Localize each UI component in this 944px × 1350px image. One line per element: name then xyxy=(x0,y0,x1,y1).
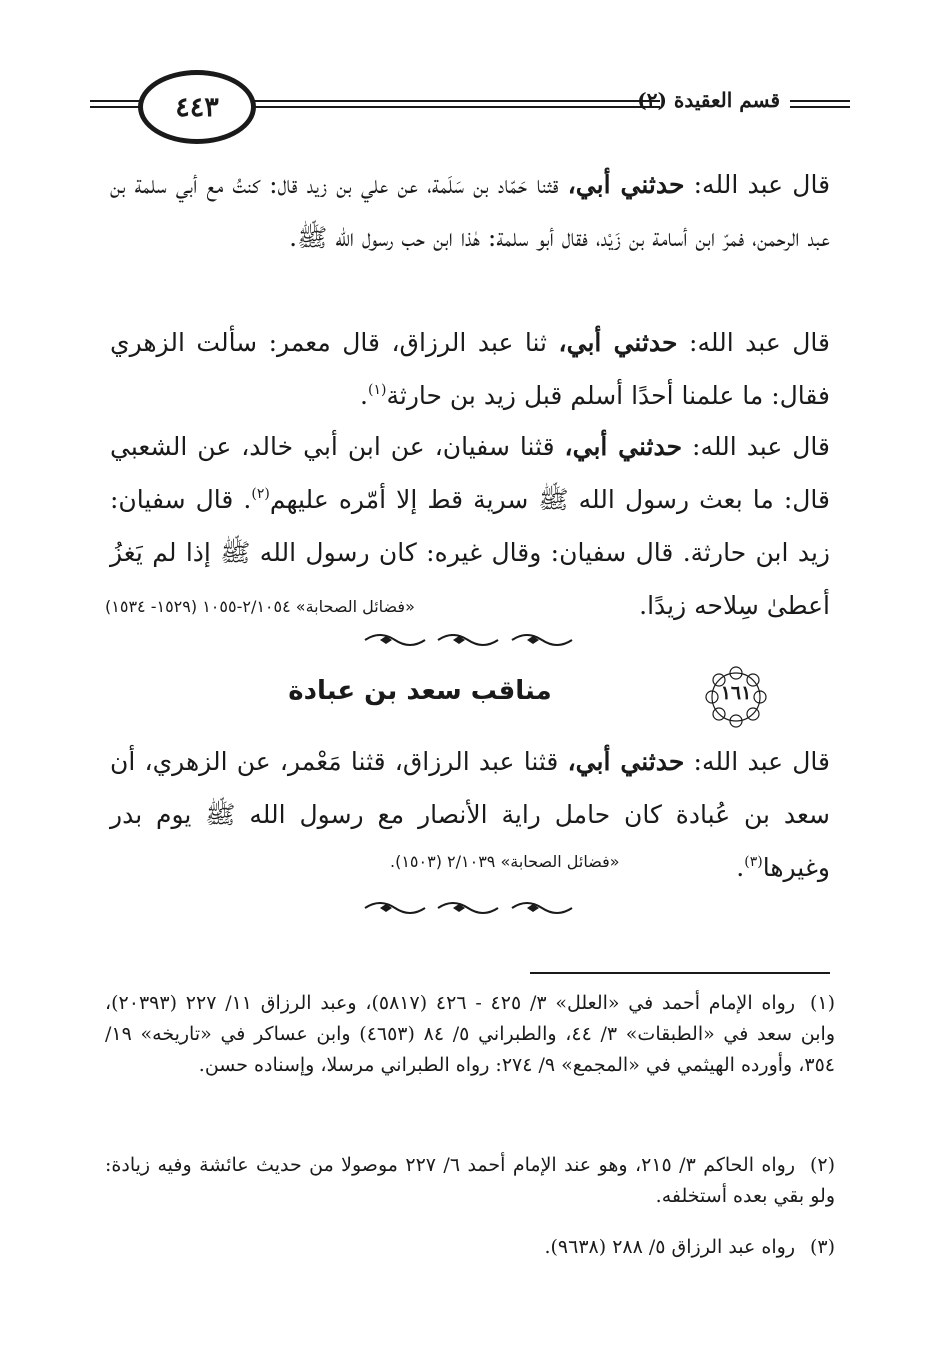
ornament-divider-1 xyxy=(360,630,580,650)
paragraph-text: قثنا سفيان، عن ابن أبي خالد، عن الشعبي قال: ما بعث رسول الله ﷺ سرية قط إلا أمّره عليهم xyxy=(110,432,831,514)
header-rule-right-2 xyxy=(790,106,850,108)
header-rule-left-2 xyxy=(90,106,145,108)
paragraph-bold: حدثني أبي، xyxy=(567,747,685,776)
paragraph-text-continued: . قال سفيان: زيد ابن حارثة. قال سفيان: وقال غيره: كان رسول الله ﷺ إذا لم يَغزُ أعطىٰ سِلاحه زيدًا. xyxy=(110,485,830,620)
footnote-mark: (٣) xyxy=(809,1236,835,1258)
footnote-ref-1: (١) xyxy=(367,382,387,398)
period: . xyxy=(736,853,745,882)
footnote-mark: (١) xyxy=(809,992,835,1014)
paragraph-lead: قال عبد الله: xyxy=(693,747,830,776)
source-reference-1: «فضائل الصحابة» ٢/١٠٥٤-١٠٥٥ (١٥٢٩- ١٥٣٤) xyxy=(105,597,415,616)
footnote-text: رواه الحاكم ٣/ ٢١٥، وهو عند الإمام أحمد ٦/ ٢٢٧ موصولا من حديث عائشة وفيه زيادة: ولو بقي بعده أستخلفه. xyxy=(105,1154,835,1207)
footnote-mark: (٢) xyxy=(809,1154,836,1176)
footnote-2 xyxy=(105,1150,835,1212)
section-number: ١٦١ xyxy=(720,682,752,704)
paragraph-2 xyxy=(110,316,830,422)
footnote-3 xyxy=(105,1232,835,1263)
paragraph-lead: قال عبد الله: xyxy=(693,170,831,199)
ornament-divider-2 xyxy=(360,898,580,918)
paragraph-text: قثنا عبد الرزاق، قثنا مَعْمر، عن الزهري، أن سعد بن عُبادة كان حامل راية الأنصار مع رسول الله ﷺ يوم بدر وغيرها xyxy=(110,747,830,882)
paragraph-text: ثنا عبد الرزاق، قال معمر: سألت الزهري فقال: ما علمنا أحدًا أسلم قبل زيد بن حارثة xyxy=(110,328,830,410)
footnote-text: رواه الإمام أحمد في «العلل» ٣/ ٤٢٥ - ٤٢٦ (٥٨١٧)، وعبد الرزاق ١١/ ٢٢٧ (٢٠٣٩٣)، وابن سعد في «الطبقات» ٣/ ٤٤، والطبراني ٥/ ٨٤ (٤٦٥٣) وابن عساكر في «تاريخه» ١٩/ ٣٥٤، وأورده الهيثمي في «المجمع» ٩/ ٢٧٤: رواه الطبراني مرسلا، وإسناده حسن. xyxy=(105,992,835,1076)
paragraph-bold: حدثني أبي، xyxy=(564,432,683,461)
footnote-ref-3: (٣) xyxy=(744,854,763,870)
page-number-text: ٤٤٣ xyxy=(175,91,219,123)
paragraph-1 xyxy=(110,158,830,264)
paragraph-text: قثنا حَمّاد بن سَلَمة، عن علي بن زيد قال: كنتُ مع أبي سلمة بن عبد الرحمن، فمرّ ابن أسامة بن زَيْد، فقال أبو سلمة: هٰذا ابن حب رسول الله ﷺ. xyxy=(110,170,830,252)
paragraph-bold: حدثني أبي، xyxy=(567,170,685,199)
header-rule-middle xyxy=(250,100,660,102)
page-header xyxy=(90,60,850,150)
footnote-text: رواه عبد الرزاق ٥/ ٢٨٨ (٩٦٣٨). xyxy=(544,1236,795,1258)
footnote-separator xyxy=(530,972,830,974)
page-number xyxy=(138,70,256,144)
period: . xyxy=(360,381,368,410)
running-head: قسم العقيدة (٢) xyxy=(637,88,780,112)
source-reference-2: «فضائل الصحابة» ٢/١٠٣٩ (١٥٠٣). xyxy=(390,852,620,871)
header-rule-middle-2 xyxy=(250,106,660,108)
paragraph-lead: قال عبد الله: xyxy=(692,432,830,461)
paragraph-lead: قال عبد الله: xyxy=(689,328,830,357)
section-title: مناقب سعد بن عبادة xyxy=(288,676,552,706)
header-rule-right xyxy=(790,100,850,102)
footnote-ref-2: (٢) xyxy=(251,486,270,502)
header-rule-left xyxy=(90,100,145,102)
paragraph-bold: حدثني أبي، xyxy=(558,328,678,357)
footnote-1 xyxy=(105,988,835,1081)
